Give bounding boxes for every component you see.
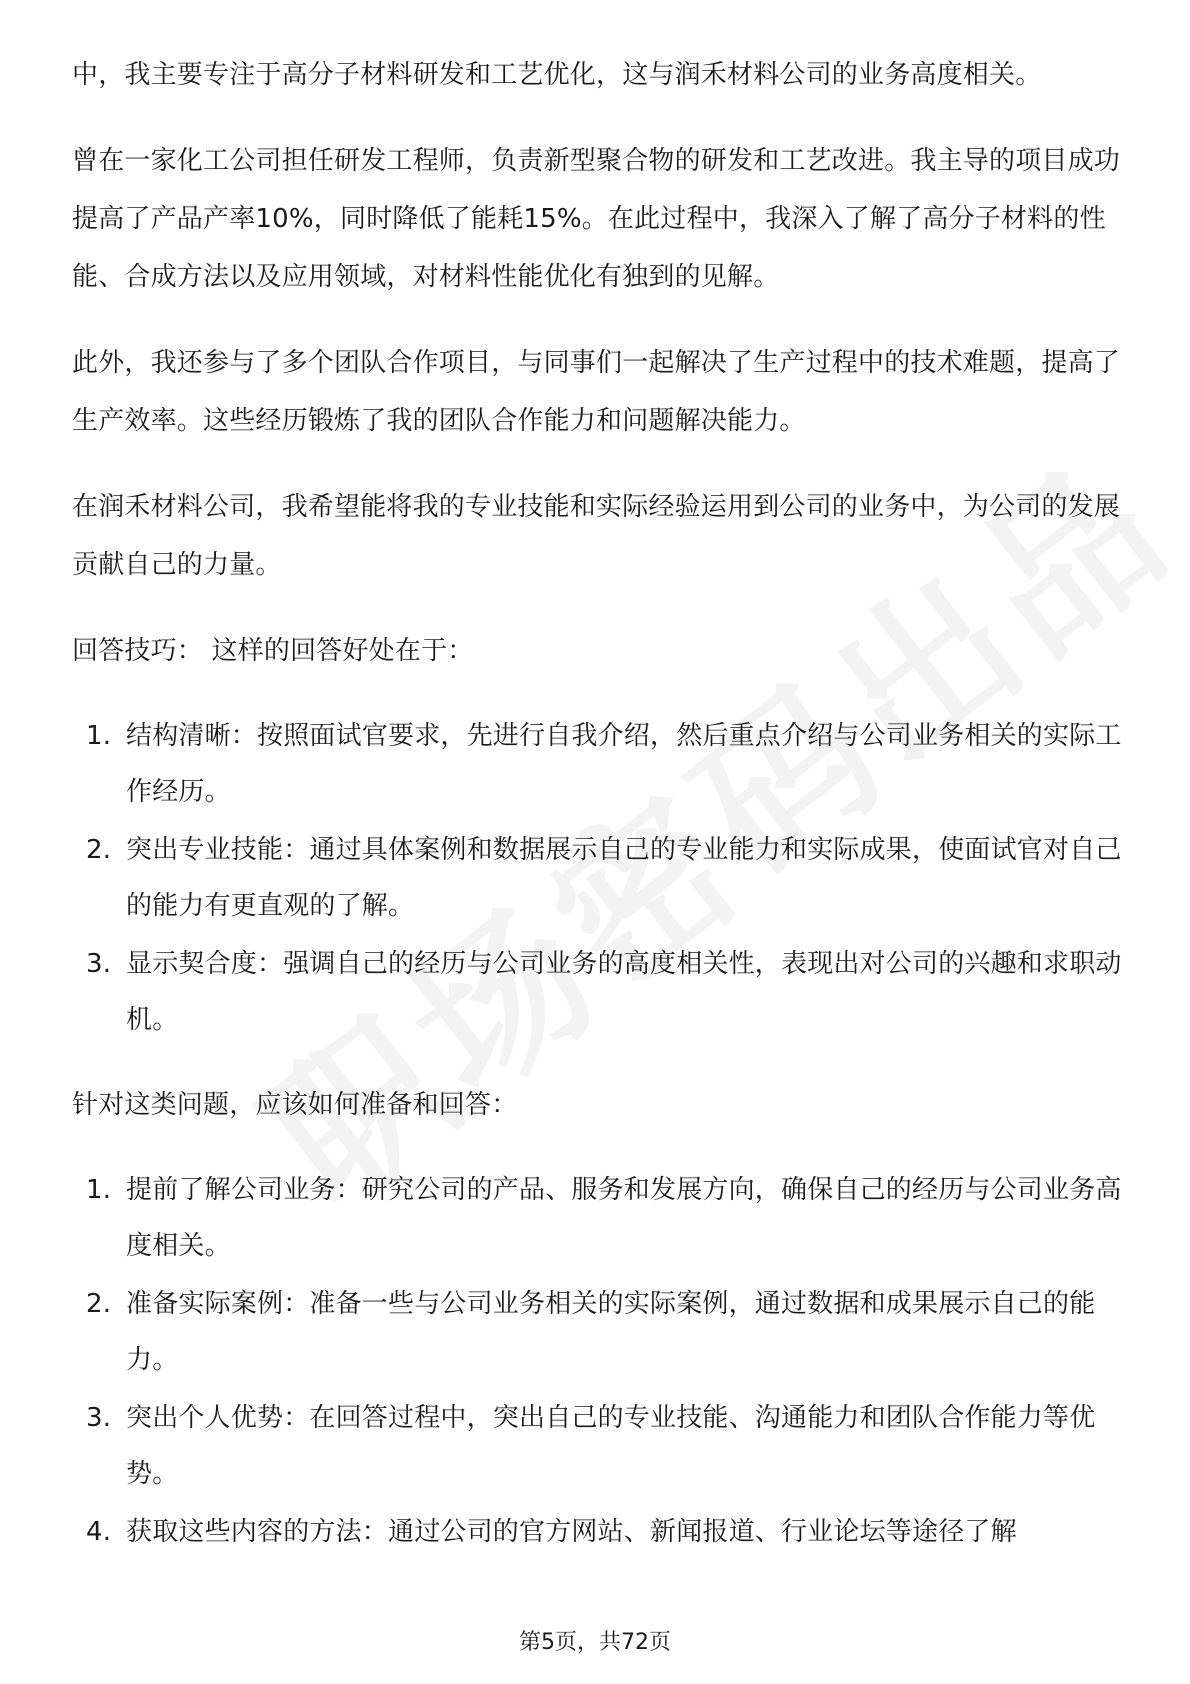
list-text: 提前了解公司业务：研究公司的产品、服务和发展方向，确保自己的经历与公司业务高度相关。: [126, 1175, 1122, 1261]
prep-heading: 针对这类问题，应该如何准备和回答：: [72, 1090, 518, 1120]
list-text: 获取这些内容的方法：通过公司的官方网站、新闻报道、行业论坛等途径了解: [126, 1517, 1017, 1547]
tips-heading: 回答技巧： 这样的回答好处在于：: [72, 636, 474, 666]
document-body: [72, 46, 1122, 1588]
list-number: 4.: [86, 1517, 112, 1547]
list-item: [72, 936, 1122, 1048]
list-text: 突出专业技能：通过具体案例和数据展示自己的专业能力和实际成果，使面试官对自己的能力有更直观的了解。: [126, 835, 1122, 921]
paragraph-aspiration: 在润禾材料公司，我希望能将我的专业技能和实际经验运用到公司的业务中，为公司的发展贡献自己的力量。: [72, 492, 1121, 580]
list-item: [72, 822, 1122, 934]
list-text: 准备实际案例：准备一些与公司业务相关的实际案例，通过数据和成果展示自己的能力。: [126, 1289, 1096, 1375]
paragraph-teamwork: 此外，我还参与了多个团队合作项目，与同事们一起解决了生产过程中的技术难题，提高了生产效率。这些经历锻炼了我的团队合作能力和问题解决能力。: [72, 348, 1121, 436]
list-text: 突出个人优势：在回答过程中，突出自己的专业技能、沟通能力和团队合作能力等优势。: [126, 1403, 1096, 1489]
paragraph-intro-continuation: 中，我主要专注于高分子材料研发和工艺优化，这与润禾材料公司的业务高度相关。: [72, 60, 1042, 90]
list-number: 3.: [86, 949, 112, 979]
page-number: 第5页，共72页: [519, 1630, 671, 1655]
list-item: [72, 1276, 1122, 1388]
list-item: [72, 1162, 1122, 1274]
tips-list: [72, 708, 1122, 1048]
list-number: 2.: [86, 835, 112, 865]
paragraph-work-experience: 曾在一家化工公司担任研发工程师，负责新型聚合物的研发和工艺改进。我主导的项目成功提高了产品产率10%，同时降低了能耗15%。在此过程中，我深入了解了高分子材料的性能、合成方法以及应用领域，对材料性能优化有独到的见解。: [72, 146, 1121, 292]
list-number: 1.: [86, 1175, 112, 1205]
list-item: [72, 1504, 1122, 1560]
list-text: 显示契合度：强调自己的经历与公司业务的高度相关性，表现出对公司的兴趣和求职动机。: [126, 949, 1122, 1035]
list-number: 1.: [86, 721, 112, 751]
list-number: 3.: [86, 1403, 112, 1433]
prep-list: [72, 1162, 1122, 1560]
list-item: [72, 1390, 1122, 1502]
list-number: 2.: [86, 1289, 112, 1319]
list-text: 结构清晰：按照面试官要求，先进行自我介绍，然后重点介绍与公司业务相关的实际工作经历。: [126, 721, 1122, 807]
list-item: [72, 708, 1122, 820]
